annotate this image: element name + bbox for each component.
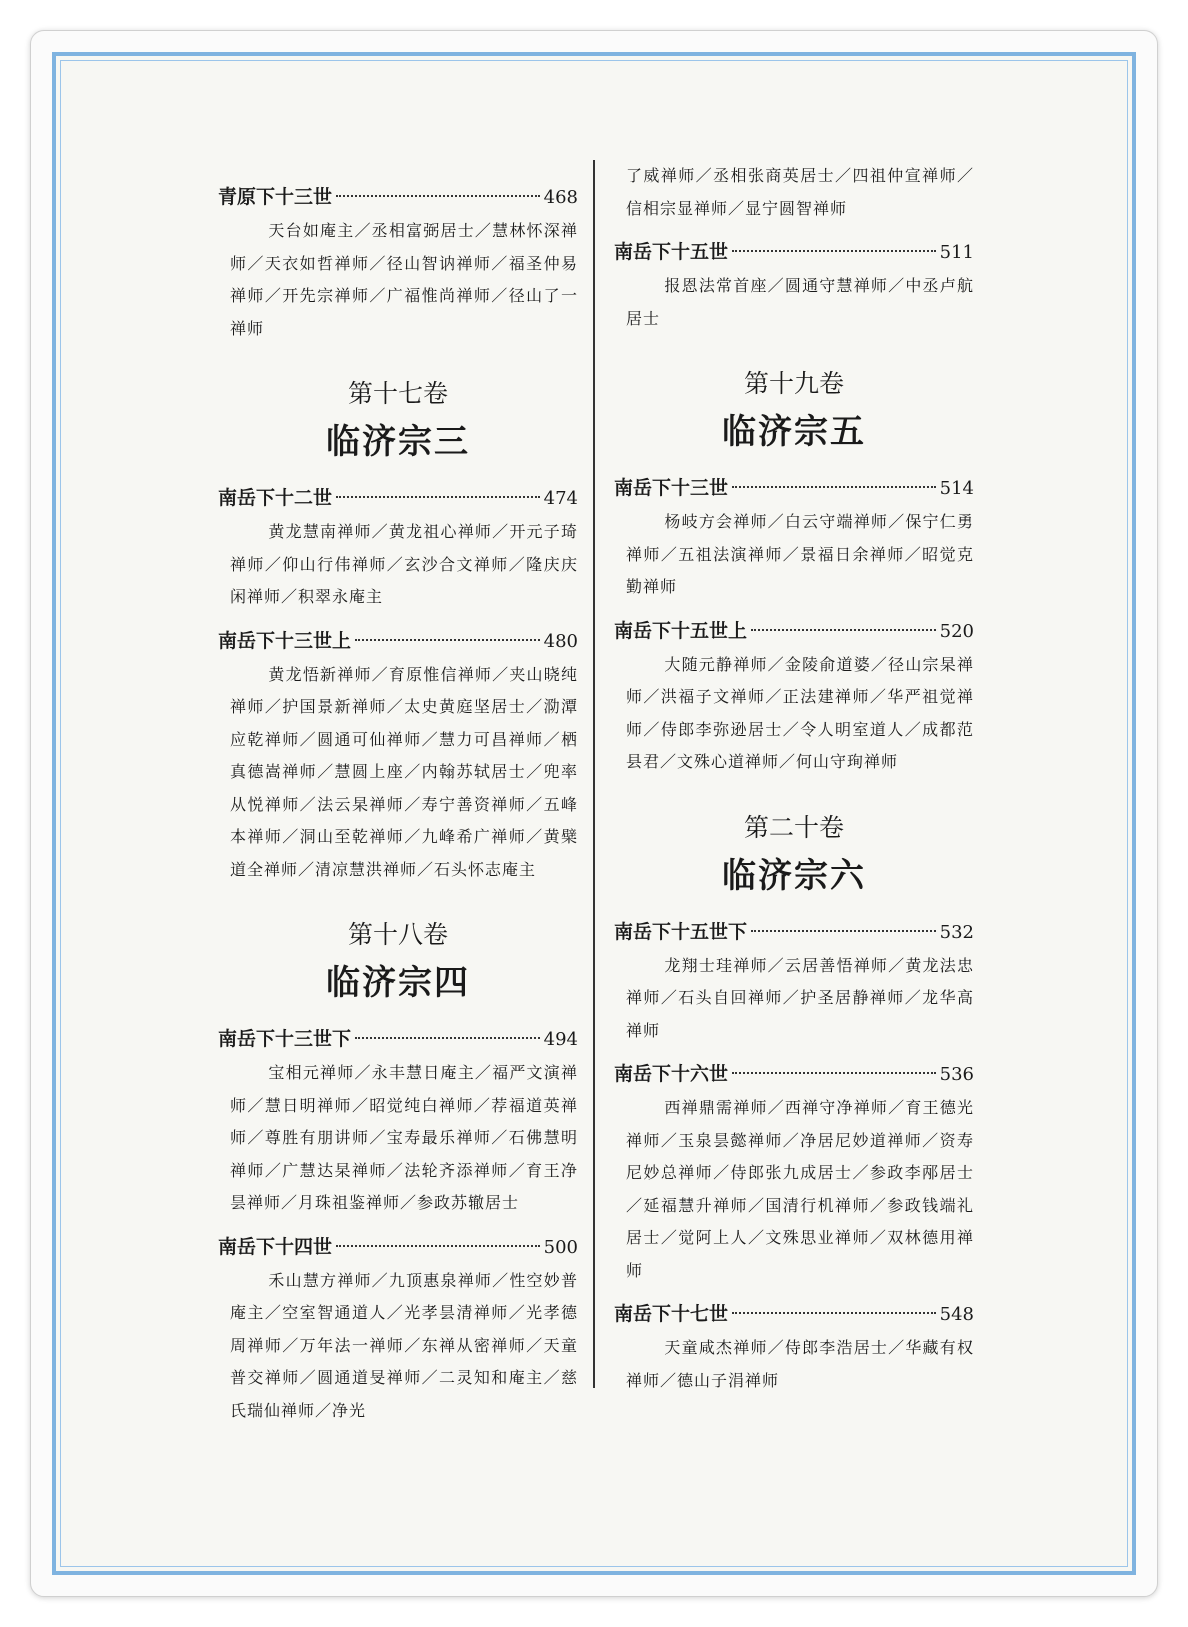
page-number: 548 [939,1304,974,1325]
continued-text: 了威禅师／丞相张商英居士／四祖仲宣禅师／信相宗显禅师／显宁圆智禅师 [626,166,974,218]
leader-dots [732,250,936,252]
toc-entry[interactable] [218,180,578,345]
volume-number: 第十七卷 [347,379,448,408]
page-number: 511 [939,242,974,263]
entry-heading: 青原下十三世 [218,186,333,208]
entry-heading: 南岳下十五世下 [614,920,748,943]
page-number: 500 [543,1236,578,1258]
volume-number: 第二十卷 [743,812,844,842]
entry-body: 黄龙慧南禅师／黄龙祖心禅师／开元子琦禅师／仰山行伟禅师／玄沙合文禅师／隆庆庆闲禅师／积翠永庵主 [230,522,578,606]
leader-dots [732,486,936,488]
volume-number: 第十九卷 [743,369,844,398]
volume-number: 第十八卷 [347,920,448,949]
entry-body: 杨岐方会禅师／白云守端禅师／保宁仁勇禅师／五祖法演禅师／景福日余禅师／昭觉克勤禅师 [626,512,974,596]
volume-heading [218,375,578,471]
page-number: 468 [543,187,578,208]
entry-body: 天台如庵主／丞相富弼居士／慧林怀深禅师／天衣如哲禅师／径山智讷禅师／福圣仲易禅师／开先宗禅师／广福惟尚禅师／径山了一禅师 [230,221,578,338]
toc-entry[interactable] [614,1297,974,1397]
column-divider [593,160,595,1388]
right-column [614,160,974,1407]
volume-heading [218,916,578,1012]
entry-heading: 南岳下十二世 [218,487,333,509]
leader-dots [732,1312,936,1314]
page-number: 536 [939,1064,974,1085]
leader-dots [751,629,936,631]
leader-dots [336,1245,540,1247]
volume-title: 临济宗四 [326,963,470,1003]
leader-dots [751,930,936,932]
entry-body: 宝相元禅师／永丰慧日庵主／福严文演禅师／慧日明禅师／昭觉纯白禅师／荐福道英禅师／尊胜有朋讲师／宝寿最乐禅师／石佛慧明禅师／广慧达杲禅师／法轮齐添禅师／育王净昙禅师／月珠祖鉴禅师／参政苏辙居士 [230,1063,578,1212]
entry-heading: 南岳下十六世 [614,1063,729,1085]
volume-heading [614,365,974,461]
toc-entry[interactable] [614,471,974,604]
entry-heading: 南岳下十五世 [614,241,729,263]
volume-heading [614,809,974,905]
entry-body: 大随元静禅师／金陵俞道婆／径山宗杲禅师／洪福子文禅师／正法建禅师／华严祖觉禅师／侍郎李弥逊居士／令人明室道人／成都范县君／文殊心道禅师／何山守珣禅师 [626,654,974,771]
page-number: 480 [543,630,578,652]
entry-heading: 南岳下十三世下 [218,1028,352,1050]
toc-entry[interactable] [218,624,578,887]
leader-dots [336,496,540,498]
leader-dots [355,639,540,641]
toc-entry[interactable] [218,481,578,614]
page-number: 474 [543,488,578,509]
leader-dots [336,195,540,197]
leader-dots [732,1072,936,1074]
entry-body: 天童咸杰禅师／侍郎李浩居士／华藏有权禅师／德山子涓禅师 [626,1338,974,1390]
leader-dots [355,1037,540,1039]
entry-heading: 南岳下十五世上 [614,619,748,642]
entry-body: 黄龙悟新禅师／育原惟信禅师／夹山晓纯禅师／护国景新禅师／太史黄庭坚居士／泐潭应乾禅师／圆通可仙禅师／慧力可昌禅师／栖真德嵩禅师／慧圆上座／内翰苏轼居士／兜率从悦禅师／法云杲禅师／寿宁善资禅师／五峰本禅师／洞山至乾禅师／九峰希广禅师／黄檗道全禅师／清凉慧洪禅师／石头怀志庵主 [230,664,578,879]
volume-title: 临济宗五 [722,412,866,452]
toc-entry[interactable] [218,1022,578,1220]
toc-entry[interactable] [218,1230,578,1428]
toc-entry[interactable] [614,1057,974,1287]
left-column [218,180,578,1437]
page-number: 514 [939,478,974,499]
entry-heading: 南岳下十四世 [218,1235,333,1258]
volume-title: 临济宗三 [326,422,470,462]
entry-heading: 南岳下十三世 [614,477,729,499]
page-number: 520 [939,620,974,642]
toc-entry[interactable] [614,915,974,1048]
entry-heading: 南岳下十三世上 [218,629,352,652]
toc-entry[interactable] [614,614,974,779]
entry-body: 西禅鼎需禅师／西禅守净禅师／育王德光禅师／玉泉昙懿禅师／净居尼妙道禅师／资寿尼妙总禅师／侍郎张九成居士／参政李邴居士／延福慧升禅师／国清行机禅师／参政钱端礼居士／觉阿上人／文殊思业禅师／双林德用禅师 [626,1098,974,1280]
entry-body: 禾山慧方禅师／九顶惠泉禅师／性空妙普庵主／空室智通道人／光孝昙清禅师／光孝德周禅师／万年法一禅师／东禅从密禅师／天童普交禅师／圆通道旻禅师／二灵知和庵主／慈氏瑞仙禅师／净光 [230,1270,578,1420]
entry-body: 报恩法常首座／圆通守慧禅师／中丞卢航居士 [626,276,974,328]
page-number: 494 [543,1029,578,1050]
page-number: 532 [939,921,974,943]
toc-entry[interactable] [614,235,974,335]
entry-heading: 南岳下十七世 [614,1303,729,1325]
volume-title: 临济宗六 [722,855,866,896]
entry-body: 龙翔士珪禅师／云居善悟禅师／黄龙法忠禅师／石头自回禅师／护圣居静禅师／龙华高禅师 [626,955,974,1040]
